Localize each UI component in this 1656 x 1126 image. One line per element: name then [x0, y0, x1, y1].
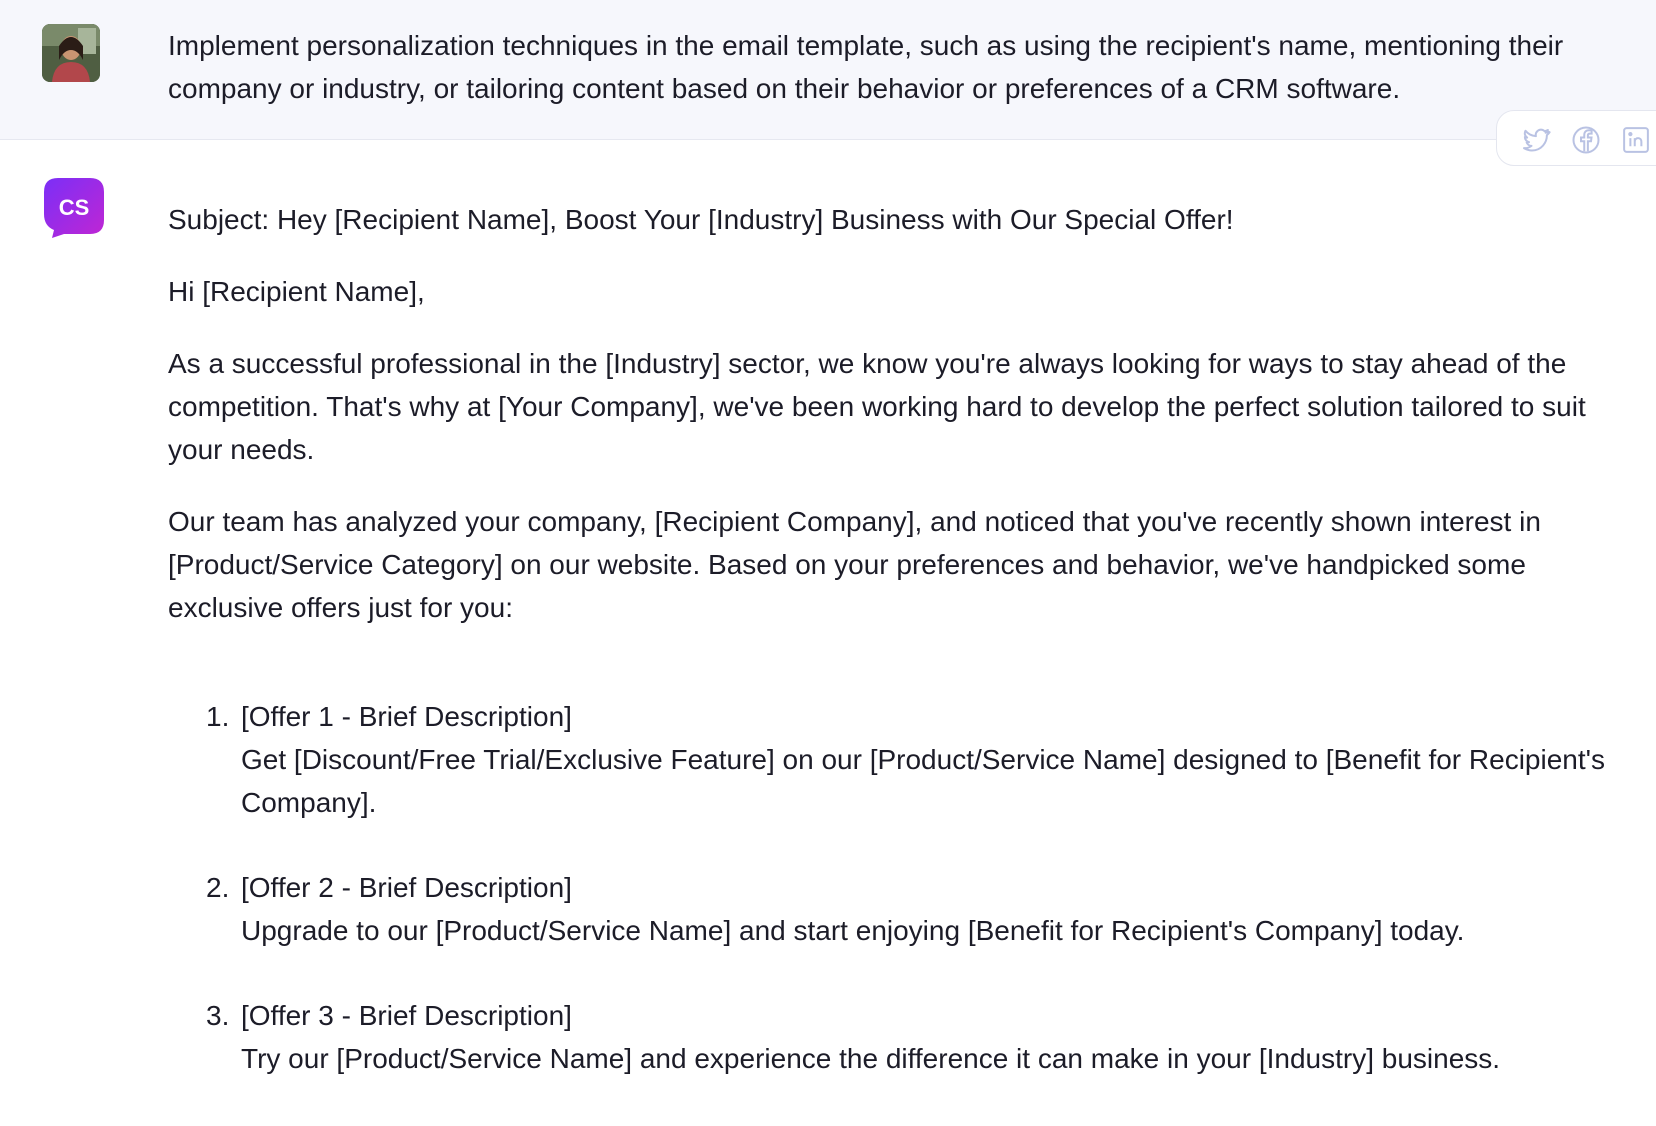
- list-item: [168, 994, 1628, 1080]
- list-item: [168, 866, 1628, 952]
- assistant-avatar-label: CS: [58, 195, 90, 220]
- list-item-number: 3.: [206, 1000, 230, 1031]
- assistant-message: [168, 198, 1628, 1122]
- email-greeting: Hi [Recipient Name],: [168, 276, 425, 307]
- assistant-avatar: [44, 178, 104, 238]
- offer-description: Try our [Product/Service Name] and experience the difference it can make in your [Industry] business.: [241, 1043, 1501, 1074]
- offer-title: [Offer 3 - Brief Description]: [241, 1000, 572, 1031]
- share-bar: [1496, 110, 1656, 166]
- offer-description: Upgrade to our [Product/Service Name] and start enjoying [Benefit for Recipient's Company] today.: [241, 915, 1465, 946]
- facebook-icon[interactable]: [1571, 125, 1601, 155]
- offer-title: [Offer 1 - Brief Description]: [241, 701, 572, 732]
- email-paragraph: As a successful professional in the [Industry] sector, we know you're always looking for ways to stay ahead of the competition. That's why at [Your Company], we've been working hard to develop the perfect solution tailored to suit your needs.: [168, 348, 1586, 465]
- list-item-number: 1.: [206, 701, 230, 732]
- list-item-number: 2.: [206, 872, 230, 903]
- list-item: [168, 695, 1628, 824]
- twitter-icon[interactable]: [1521, 125, 1551, 155]
- offer-title: [Offer 2 - Brief Description]: [241, 872, 572, 903]
- email-subject: Subject: Hey [Recipient Name], Boost Your [Industry] Business with Our Special Offer!: [168, 204, 1234, 235]
- user-avatar: [42, 24, 100, 82]
- user-message-text: Implement personalization techniques in the email template, such as using the recipient's name, mentioning their company or industry, or tailoring content based on their behavior or preferences of a CRM software.: [168, 30, 1564, 104]
- email-paragraph: Our team has analyzed your company, [Recipient Company], and noticed that you've recently shown interest in [Product/Service Category] on our website. Based on your preferences and behavior, we've handpicked some exclusive offers just for you:: [168, 506, 1541, 623]
- linkedin-icon[interactable]: [1621, 125, 1651, 155]
- offer-description: Get [Discount/Free Trial/Exclusive Feature] on our [Product/Service Name] designed to [Benefit for Recipient's Company].: [241, 744, 1605, 818]
- user-message: [0, 0, 1656, 140]
- offers-list: [168, 695, 1628, 1080]
